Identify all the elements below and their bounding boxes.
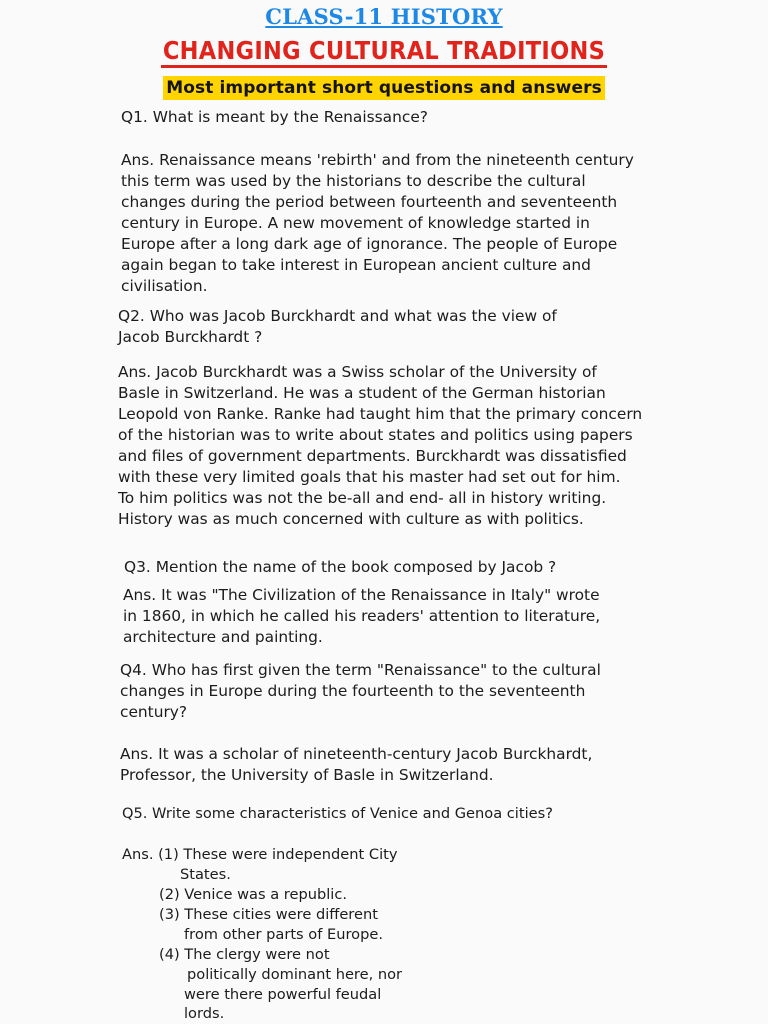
question-2: Q2. Who was Jacob Burckhardt and what was the view of Jacob Burckhardt ?: [118, 307, 557, 346]
subtitle-text: Most important short questions and answers: [163, 76, 605, 100]
question-5: Q5. Write some characteristics of Venice and Genoa cities?: [122, 805, 553, 822]
subtitle-banner: [0, 76, 768, 100]
chapter-title: [0, 36, 768, 68]
question-4: Q4. Who has first given the term "Renaissance" to the cultural changes in Europe during the fourteenth to the seventeenth century?: [120, 661, 601, 721]
answer-5-line: (4) The clergy were not: [159, 946, 330, 963]
answer-5-line: (3) These cities were different: [159, 906, 378, 923]
question-3: Q3. Mention the name of the book composed by Jacob ?: [124, 558, 557, 576]
chapter-title-text: CHANGING CULTURAL TRADITIONS: [161, 36, 607, 68]
question-1: Q1. What is meant by the Renaissance?: [121, 108, 428, 126]
answer-3: Ans. It was "The Civilization of the Renaissance in Italy" wrote in 1860, in which he called his readers' attention to literature, architecture and painting.: [123, 586, 601, 646]
answer-5-line: from other parts of Europe.: [184, 926, 383, 943]
answer-5-line: lords.: [184, 1005, 225, 1022]
answer-4: Ans. It was a scholar of nineteenth-century Jacob Burckhardt, Professor, the University of Basle in Switzerland.: [120, 745, 593, 784]
answer-5-line: were there powerful feudal: [184, 986, 382, 1003]
answer-5-line: States.: [180, 866, 231, 883]
answer-5-line: politically dominant here, nor: [187, 966, 403, 983]
answer-1: Ans. Renaissance means 'rebirth' and from the nineteenth century this term was used by the historians to describe the cultural changes during the period between fourteenth and seventeenth century in Europe. A new movement of knowledge started in Europe after a long dark age of ignorance. The people of Europe again began to take interest in European ancient culture and civilisation.: [121, 151, 634, 295]
class-heading: CLASS-11 HISTORY: [265, 4, 503, 29]
answer-5-line: (2) Venice was a republic.: [159, 886, 347, 903]
answer-5-line: Ans. (1) These were independent City: [122, 846, 398, 863]
answer-2: Ans. Jacob Burckhardt was a Swiss scholar of the University of Basle in Switzerland. He was a student of the German historian Leopold von Ranke. Ranke had taught him that the primary concern of the historian was to write about states and politics using papers and files of government departments. Burckhardt was dissatisfied with these very limited goals that his master had set out for him. To him politics was not the be-all and end- all in history writing. History was as much concerned with culture as with politics.: [118, 363, 643, 528]
